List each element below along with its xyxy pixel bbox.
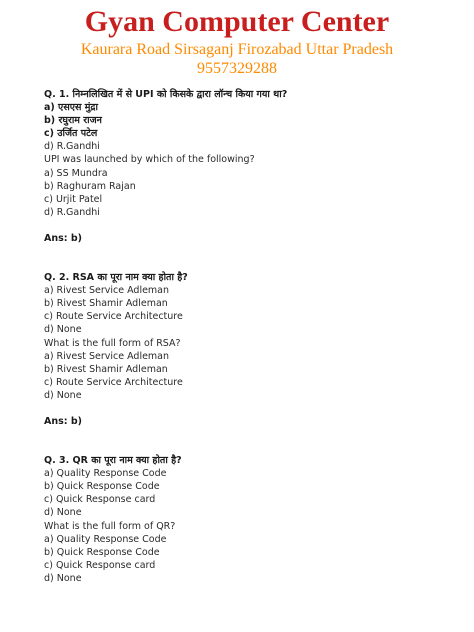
question-english: What is the full form of QR? bbox=[44, 520, 176, 532]
question-hindi: Q. 2. RSA का पूरा नाम क्या होता है? bbox=[44, 272, 188, 284]
question-block-3 bbox=[44, 454, 454, 585]
option-english: a) SS Mundra bbox=[44, 167, 108, 179]
option-hindi: a) Quality Response Code bbox=[44, 468, 167, 480]
option-english: a) Quality Response Code bbox=[44, 533, 167, 545]
question-hindi: Q. 3. QR का पूरा नाम क्या होता है? bbox=[44, 455, 182, 467]
answer-label: Ans: b) bbox=[44, 415, 83, 427]
option-hindi: c) उर्जित पटेल bbox=[44, 128, 98, 140]
question-block-1 bbox=[44, 88, 454, 245]
option-hindi: b) Rivest Shamir Adleman bbox=[44, 298, 168, 310]
option-hindi: a) Rivest Service Adleman bbox=[44, 285, 170, 297]
question-list bbox=[44, 88, 454, 585]
center-address: Kaurara Road Sirsaganj Firozabad Uttar Pradesh bbox=[80, 41, 394, 58]
option-hindi: d) R.Gandhi bbox=[44, 141, 100, 153]
option-english: b) Raghuram Rajan bbox=[44, 180, 136, 192]
option-english: d) None bbox=[44, 572, 82, 584]
center-title: Gyan Computer Center bbox=[84, 5, 390, 38]
option-english: c) Quick Response card bbox=[44, 559, 156, 571]
option-english: d) R.Gandhi bbox=[44, 206, 100, 218]
center-phone: 9557329288 bbox=[197, 60, 277, 77]
option-hindi: c) Quick Response card bbox=[44, 494, 156, 506]
option-hindi: b) रघुराम राजन bbox=[44, 115, 102, 127]
option-english: c) Urjit Patel bbox=[44, 193, 103, 205]
option-hindi: a) एसएस मुंद्रा bbox=[44, 102, 98, 114]
page-header bbox=[0, 0, 474, 78]
question-english: What is the full form of RSA? bbox=[44, 337, 181, 349]
option-hindi: b) Quick Response Code bbox=[44, 481, 160, 493]
option-hindi: d) None bbox=[44, 324, 82, 336]
option-english: c) Route Service Architecture bbox=[44, 376, 183, 388]
option-english: b) Quick Response Code bbox=[44, 546, 160, 558]
question-hindi: Q. 1. निम्नलिखित में से UPI को किसके द्वारा लॉन्च किया गया था? bbox=[44, 89, 288, 100]
option-english: d) None bbox=[44, 389, 82, 401]
option-hindi: d) None bbox=[44, 507, 82, 519]
question-block-2 bbox=[44, 271, 454, 428]
option-english: b) Rivest Shamir Adleman bbox=[44, 363, 168, 375]
question-english: UPI was launched by which of the following? bbox=[44, 154, 255, 166]
option-english: a) Rivest Service Adleman bbox=[44, 350, 170, 362]
answer-label: Ans: b) bbox=[44, 232, 83, 244]
option-hindi: c) Route Service Architecture bbox=[44, 311, 183, 323]
